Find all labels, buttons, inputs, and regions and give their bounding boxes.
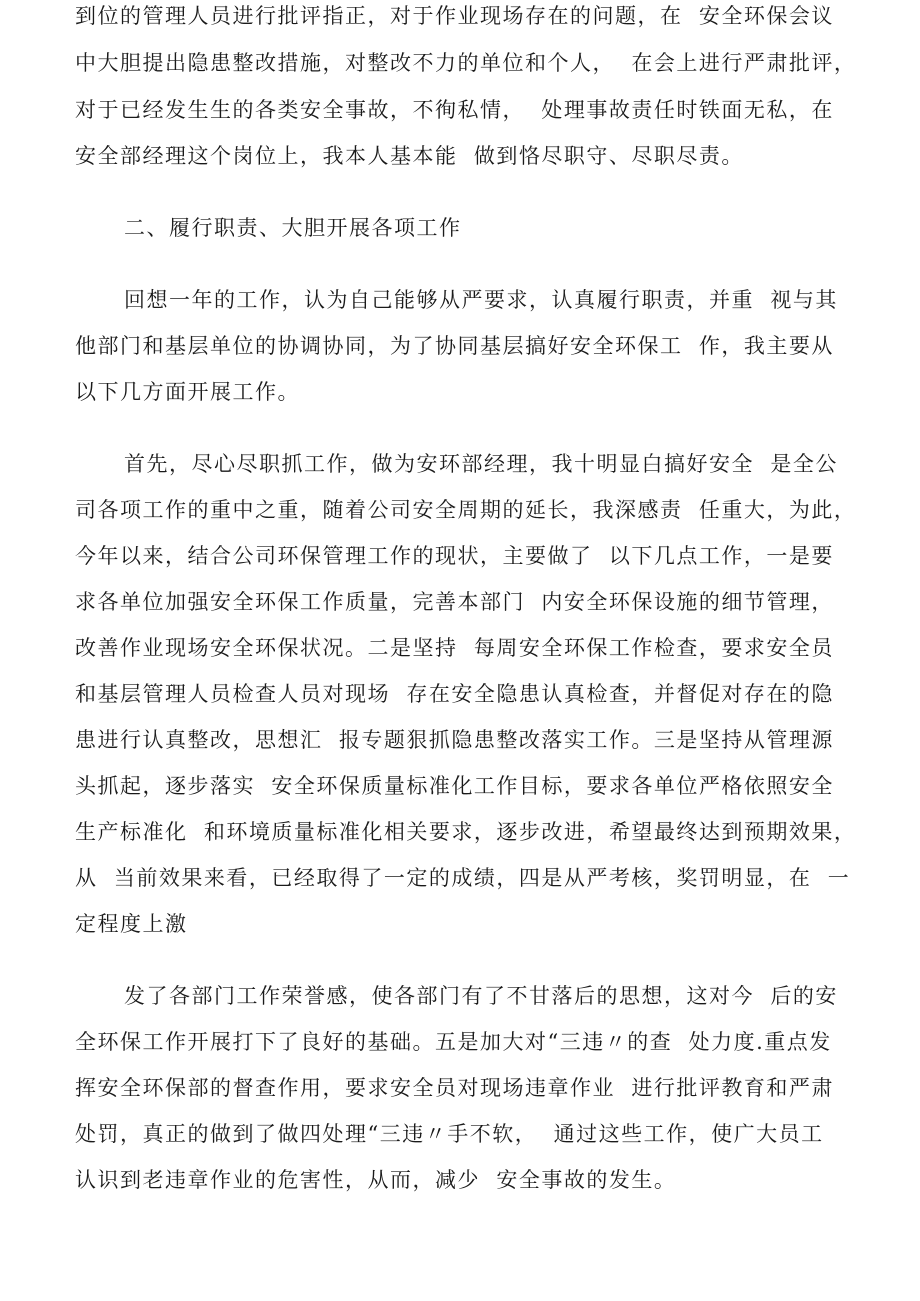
section-heading: 二、履行职责、大胆开展各项工作 — [124, 216, 462, 240]
text-line: 认识到老违章作业的危害性，从而，减少 安全事故的发生。 — [75, 1168, 677, 1192]
text-line: 到位的管理人员进行批评指正，对于作业现场存在的问题，在 安全环保会议 — [75, 4, 834, 28]
text-line: 生产标准化 和环境质量标准化相关要求，逐步改进，希望最终达到预期效果， — [75, 820, 857, 844]
text-line: 改善作业现场安全环保状况。二是坚持 每周安全环保工作检查，要求安全员 — [75, 636, 834, 660]
text-line: 他部门和基层单位的协调协同，为了协同基层搞好安全环保工 作，我主要从 — [75, 334, 834, 358]
text-line: 对于已经发生生的各类安全事故，不徇私情， 处理事故责任时铁面无私，在 — [75, 98, 834, 122]
text-line: 定程度上激 — [75, 912, 188, 936]
text-line: 首先，尽心尽职抓工作，做为安环部经理，我十明显白搞好安全 是全公 — [124, 452, 838, 476]
text-line: 以下几方面开展工作。 — [75, 380, 300, 404]
text-line: 患进行认真整改，思想汇 报专题狠抓隐患整改落实工作。三是坚持从管理源 — [75, 728, 834, 752]
text-line: 发了各部门工作荣誉感，使各部门有了不甘落后的思想，这对今 后的安 — [124, 984, 838, 1008]
text-line: 头抓起，逐步落实 安全环保质量标准化工作目标，要求各单位严格依照安全 — [75, 774, 834, 798]
text-line: 处罚，真正的做到了做四处理“三违〃手不软， 通过这些工作，使广大员工 — [75, 1122, 824, 1146]
text-line: 回想一年的工作，认为自己能够从严要求，认真履行职责，并重 视与其 — [124, 288, 838, 312]
text-line: 求各单位加强安全环保工作质量，完善本部门 内安全环保设施的细节管理， — [75, 590, 834, 614]
text-line: 今年以来，结合公司环保管理工作的现状，主要做了 以下几点工作，一是要 — [75, 544, 834, 568]
text-line: 全环保工作开展打下了良好的基础。五是加大对“三违〃的查 处力度.重点发 — [75, 1030, 832, 1054]
text-line: 挥安全环保部的督查作用，要求安全员对现场违章作业 进行批评教育和严肃 — [75, 1076, 834, 1100]
text-line: 和基层管理人员检查人员对现场 存在安全隐患认真检查，并督促对存在的隐 — [75, 682, 834, 706]
text-line: 安全部经理这个岗位上，我本人基本能 做到恪尽职守、尽职尽责。 — [75, 144, 744, 168]
text-line: 从 当前效果来看，已经取得了一定的成绩，四是从严考核，奖罚明显，在 一 — [75, 866, 851, 890]
text-line: 司各项工作的重中之重，随着公司安全周期的延长，我深感责 任重大，为此， — [75, 498, 857, 522]
text-line: 中大胆提出隐患整改措施，对整改不力的单位和个人， 在会上进行严肃批评， — [75, 51, 857, 75]
